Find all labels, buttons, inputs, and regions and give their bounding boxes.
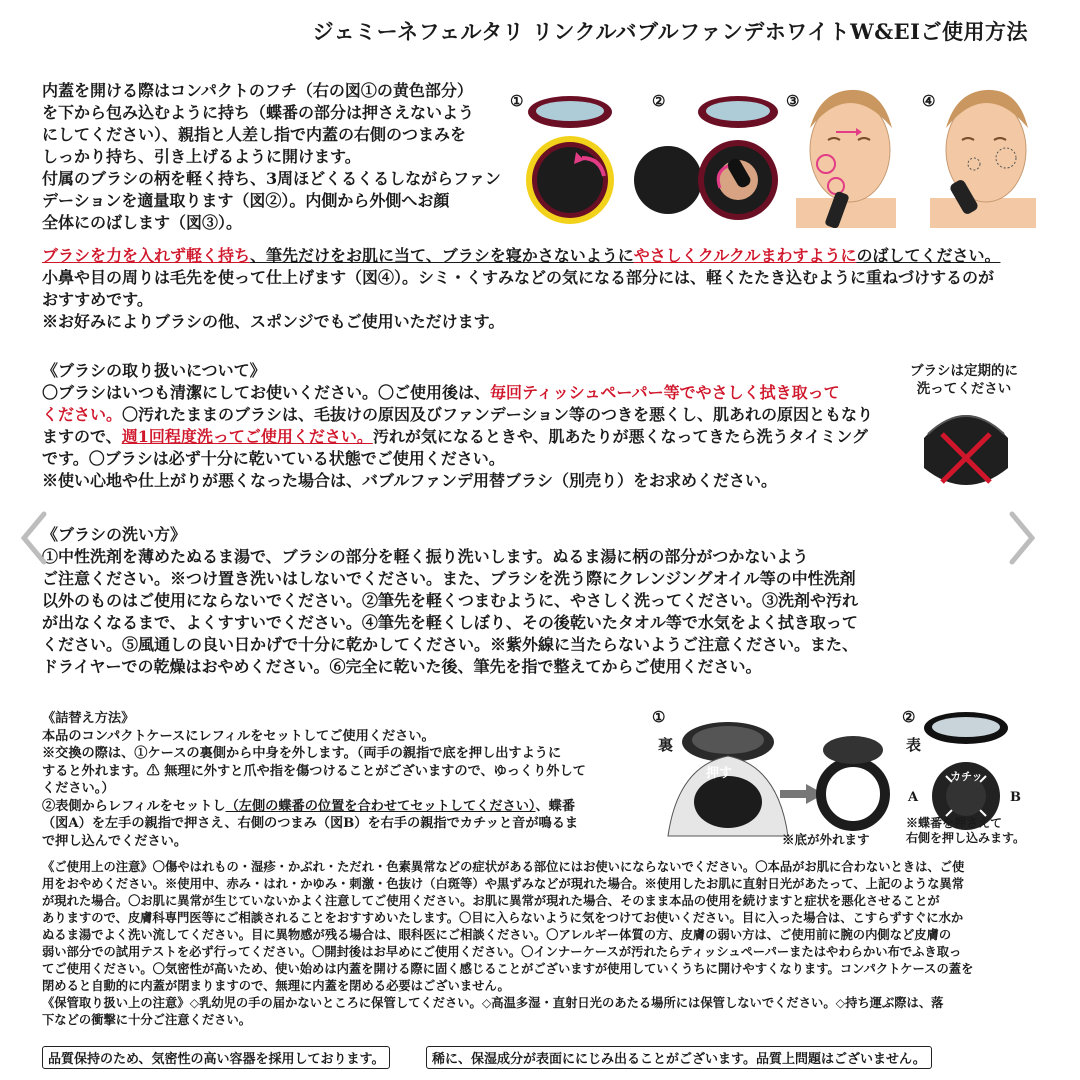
wash-line: ドライヤーでの乾燥はおやめください。⑥完全に乾いた後、筆先を指で整えてからご使用ください。 (42, 657, 762, 676)
refill-line (42, 798, 586, 816)
refill-line: ※交換の際は、①ケースの裏側から中身を外します。（両手の親指で底を押し出すように (42, 746, 562, 761)
brush-instructions (42, 245, 1000, 333)
caution-line: ぬるま湯でよく洗い流してください。目に異物感が残る場合は、眼科医にご相談ください。〇アレルギー体質の方、皮膚の弱い方は、ご使用前に腕の内側など皮膚の (42, 927, 952, 942)
refill-line: （図A）を左手の親指で押さえ、右側のつまみ（図B）を右手の親指でカチッと音が鳴るま (42, 816, 579, 831)
figure-number: ③ (786, 92, 800, 110)
figure-3-face-apply-icon (796, 90, 896, 228)
reminder-line: 洗ってください (916, 381, 1012, 397)
notice-box: 品質保持のため、気密性の高い容器を採用しております。 (42, 1046, 390, 1069)
page-title: ジェミーネフェルタリ リンクルバブルファンデホワイトW&EIご使用方法 (312, 19, 1028, 44)
brush-text: 力を入れず軽く持ち (106, 246, 251, 265)
brush-wash-reminder (902, 362, 1026, 398)
refill-line: ください。） (42, 781, 115, 796)
section-heading: 《ブラシの取り扱いについて》 (42, 361, 266, 380)
refill-section (42, 710, 586, 850)
figure-number: ④ (922, 92, 936, 110)
intro-line: ※お好みによりブラシの他、スポンジでもご使用いただけます。 (42, 312, 505, 331)
wash-line: ①中性洗剤を薄めたぬるま湯で、ブラシの部分を軽く振り洗いします。ぬるま湯に柄の部分がつかないよう (42, 547, 809, 566)
refill-text-underline: （左側の蝶番の位置を合わせてセットしてください） (225, 798, 536, 814)
intro-line: 付属のブラシの柄を軽く持ち、3周ほどくるくるしながらファン (42, 169, 501, 188)
figure-number: ① (510, 92, 524, 110)
caution-line: てご使用ください。〇気密性が高いため、使い始めは内蓋を開ける際に固く感じることがございますが使用していくうちに開けやすくなります。コンパクトケースの蓋を (42, 961, 974, 976)
brush-wash-section (42, 524, 858, 678)
caution-line: 閉めると自動的に内蓋が閉まりますので、無理に内蓋を閉める必要はございません。 (42, 978, 510, 993)
caption-line: 右側を押し込みます。 (906, 831, 1026, 845)
figure-caption (906, 816, 1025, 846)
chevron-right-icon (1002, 508, 1042, 568)
intro-line: 全体にのばします（図③）。 (42, 213, 243, 232)
hinge-a-label: A (908, 790, 919, 805)
brush-care-section (42, 360, 873, 492)
caution-line: 《ご使用上の注意》〇傷やはれもの・湿疹・かぶれ・ただれ・色素異常などの症状がある部位にはお使いにならないでください。〇本品がお肌に合わないときは、ご使 (42, 859, 965, 874)
brush-technique-line (42, 245, 1000, 267)
care-text: 〇ブラシはいつも清潔にしてお使いください。〇ご使用後は、 (42, 383, 491, 402)
prev-image-button[interactable] (14, 508, 54, 568)
refill-line: 本品のコンパクトケースにレフィルをセットしてご使用ください。 (42, 728, 435, 744)
notice-box: 稀に、保湿成分が表面ににじみ出ることがございます。品質上問題はございません。 (426, 1046, 932, 1069)
figure-number: ② (902, 708, 916, 726)
refill-text: ②表側からレフィルをセットし (42, 798, 226, 814)
click-label: カチッ (950, 770, 983, 783)
caution-line: 用をおやめください。※使用中、赤み・はれ・かゆみ・刺激・色抜け（白斑等）や黒ずみなどが現れた場合。※使用したお肌に直射日光があたって、上記のような異常 (42, 876, 965, 891)
figure-number: ① (652, 708, 666, 726)
caution-line: ありますので、皮膚科専門医等にご相談されることをおすすめいたします。〇目に入らないように気をつけてお使いください。目に入った場合は、こすらずすぐに水か (42, 910, 964, 925)
wash-line: ください。⑤風通しの良い日かげで十分に乾かしてください。※紫外線に当たらないようご注意ください。また、 (42, 635, 859, 654)
intro-line: デーションを適量取ります（図②）。内側から外側へお顔 (42, 191, 450, 210)
storage-line: 下などの衝撃に十分ご注意ください。 (42, 1012, 252, 1027)
care-line (42, 404, 873, 426)
dirty-brush-icon (916, 404, 1016, 496)
figure-caption: ※底が外れます (782, 832, 870, 847)
refill-text: 、蝶番 (535, 798, 576, 814)
next-image-button[interactable] (1002, 508, 1042, 568)
figure-2-brush-pick-icon (634, 96, 778, 220)
figure-4-face-finish-icon (930, 90, 1036, 228)
storage-line: 《保管取り扱い上の注意》◇乳幼児の手の届かないところに保管してください。◇高温多湿・直射日光のあたる場所には保管しないでください。◇持ち運ぶ際は、落 (42, 995, 944, 1010)
intro-text (42, 80, 501, 234)
usage-figures-svg (510, 88, 1040, 228)
usage-figures (510, 88, 1040, 228)
care-text-red: 毎回ティッシュペーパー等でやさしく拭き取って (490, 383, 840, 402)
care-text: 汚れが気になるときや、肌あたりが悪くなってきたら洗うタイミング (372, 427, 868, 446)
section-heading: 《詰替え方法》 (42, 711, 135, 726)
care-text: ますので、 (42, 427, 122, 446)
care-text-red: 週1回程度洗ってご使用ください。 (121, 427, 373, 446)
figure-1-compact-open-icon (526, 96, 614, 224)
figure-side-label: 表 (906, 736, 922, 754)
care-line (42, 426, 873, 448)
refill-figure-2 (902, 706, 1052, 856)
wash-line: が出なくなるまで、よくすすいでください。④筆先を軽くしぼり、その後乾いたタオル等で水気をよく拭き取って (42, 613, 858, 632)
knob-b-label: B (1010, 790, 1021, 805)
caution-line: 弱い部分での試用テストを必ず行ってください。〇開封後はお早めにご使用ください。〇インナーケースが汚れたらティッシュペーパーまたはやわらかい布でふき取っ (42, 944, 962, 959)
intro-line: 内蓋を開ける際はコンパクトのフチ（右の図①の黄色部分） (42, 81, 473, 100)
caution-line: が現れた場合。〇お肌に異常が生じていないかよく注意してご使用ください。お肌に異常が現れた場合、そのまま本品の使用を続けますと症状を悪化させることが (42, 893, 940, 908)
cautions-section (42, 858, 973, 1028)
wash-line: ご注意ください。※つけ置き洗いはしないでください。また、ブラシを洗う際にクレンジングオイル等の中性洗剤 (42, 569, 856, 588)
push-label: 押す (706, 766, 733, 781)
caption-line: ※蝶番を押さえて (906, 816, 1003, 830)
figure-number: ② (652, 92, 666, 110)
intro-line: を下から包み込むように持ち（蝶番の部分は押さえないよう (42, 103, 475, 122)
reminder-line: ブラシは定期的に (910, 363, 1018, 379)
intro-line: しっかり持ち、引き上げるように開けます。 (42, 147, 361, 166)
care-line (42, 382, 873, 404)
refill-figure-1 (648, 706, 898, 856)
figure-side-label: 裏 (658, 736, 674, 754)
brush-text: やさしくクルクルまわすように (633, 246, 857, 265)
refill-line: すると外れます。⚠ 無理に外すと爪や指を傷つけることがございますので、ゆっくり外して (42, 763, 586, 779)
care-text: 〇汚れたままのブラシは、毛抜けの原因及びファンデーション等のつきを悪くし、肌あれの原因ともなり (122, 405, 874, 424)
chevron-left-icon (14, 508, 54, 568)
wash-line: 以外のものはご使用にならないでください。②筆先を軽くつまむように、やさしく洗ってください。③洗剤や汚れ (42, 591, 859, 610)
section-heading: 《ブラシの洗い方》 (42, 525, 187, 544)
brush-text: 、筆先だけをお肌に当て、ブラシを寝かさないように (250, 246, 634, 265)
care-text-red: ください。 (42, 405, 123, 424)
refill-line: で押し込んでください。 (42, 833, 188, 849)
intro-line: にしてください）、親指と人差し指で内蓋の右側のつまみを (42, 125, 467, 144)
intro-line: おすすめです。 (42, 290, 153, 309)
brush-text: ブラシを (42, 246, 107, 265)
care-line: ※使い心地や仕上がりが悪くなった場合は、バブルファンデ用替ブラシ（別売り）をお求めください。 (42, 471, 778, 490)
intro-line: 小鼻や目の周りは毛先を使って仕上げます（図④）。シミ・くすみなどの気になる部分には、軽くたたき込むように重ねづけするのが (42, 268, 995, 287)
care-line: です。〇ブラシは必ず十分に乾いている状態でご使用ください。 (42, 449, 505, 468)
brush-text: のばしてください。 (856, 246, 1001, 265)
